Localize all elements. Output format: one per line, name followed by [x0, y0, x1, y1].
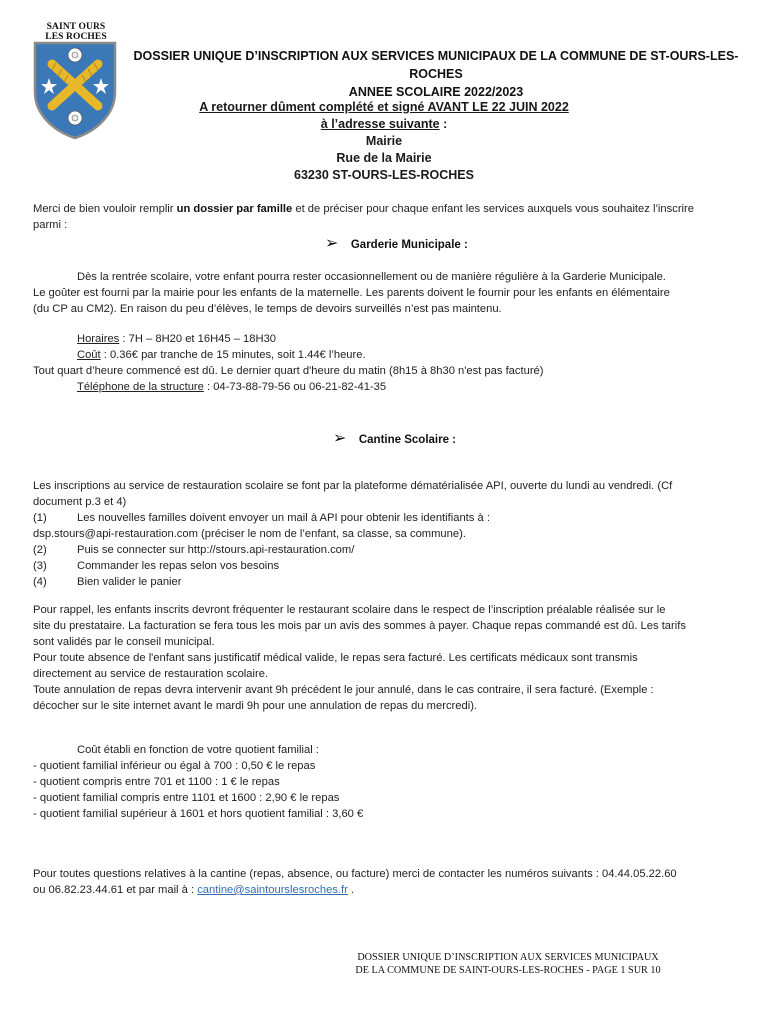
cantine-heading: Cantine Scolaire :: [358, 434, 456, 446]
intro-bold: un dossier par famille: [176, 203, 293, 215]
rappel-line: décocher sur le site internet avant le mardi 9h pour une annulation de repas du mercredi).: [33, 700, 478, 712]
step-text: Commander les repas selon vos besoins: [77, 560, 280, 572]
telephone-label: Téléphone de la structure: [77, 381, 204, 393]
page-footer: [300, 951, 716, 977]
step-text: Puis se connecter sur http://stours.api-restauration.com/: [77, 544, 355, 556]
contact-line2-end: .: [347, 884, 355, 896]
garderie-horaires: [77, 331, 737, 347]
intro-line2: parmi :: [33, 219, 68, 231]
cout-value: : 0.36€ par tranche de 15 minutes, soit 1.44€ l’heure.: [100, 349, 366, 361]
step-email-line: dsp.stours@api-restauration.com (préciser le nom de l’enfant, sa classe, sa commune).: [33, 528, 466, 540]
contact-line2: [33, 882, 741, 898]
cantine-contact-paragraph: [33, 866, 741, 898]
crest-town-name: [38, 22, 114, 42]
coat-of-arms-logo: [32, 40, 118, 140]
tarif-item: - quotient familial supérieur à 1601 et hors quotient familial : 3,60 €: [33, 808, 364, 820]
return-deadline: A retourner dûment complété et signé AVANT LE 22 JUIN 2022: [199, 100, 569, 114]
horaires-label: Horaires: [77, 333, 120, 345]
return-address-label: à l’adresse suivante: [320, 117, 440, 131]
cantine-p1-line2: document p.3 et 4): [33, 496, 127, 508]
cout-label: Coût: [77, 349, 101, 361]
cantine-email-link[interactable]: cantine@saintourslesroches.fr: [197, 884, 348, 896]
rappel-line: sont validés par le conseil municipal.: [33, 636, 215, 648]
step-number: (1): [33, 512, 47, 524]
crest-name-line1: SAINT OURS: [46, 22, 106, 32]
document-title: [116, 47, 756, 101]
tarif-item: - quotient familial inférieur ou égal à 700 : 0,50 € le repas: [33, 760, 316, 772]
crest-name-line2: LES ROCHES: [45, 32, 107, 42]
tarifs-list: [33, 758, 738, 822]
garderie-heading-row: [325, 235, 468, 253]
cout-quotient-intro: Coût établi en fonction de votre quotient familial :: [77, 744, 319, 756]
rappel-line: site du prestataire. La facturation se fera tous les mois par un avis des sommes à payer. Chaque repas commandé est dû. Les tarifs: [33, 620, 686, 632]
rappel-line: Pour rappel, les enfants inscrits devront fréquenter le restaurant scolaire dans le respect de l’inscription préalable réalisée sur le: [33, 604, 666, 616]
step-number: (2): [33, 544, 47, 556]
garderie-paragraph: [33, 269, 738, 317]
contact-line2-text: ou 06.82.23.44.61 et par mail à :: [33, 884, 198, 896]
tarif-item: - quotient familial compris entre 1101 et 1600 : 2,90 € le repas: [33, 792, 340, 804]
title-line2: ANNEE SCOLAIRE 2022/2023: [348, 85, 524, 99]
step-text: Les nouvelles familles doivent envoyer un mail à API pour obtenir les identifiants à :: [77, 512, 490, 524]
return-address-label-line: [120, 116, 648, 133]
step-item: [33, 510, 738, 526]
step-text: Bien valider le panier: [77, 576, 182, 588]
step-item: [33, 542, 738, 558]
address-line3: 63230 ST-OURS-LES-ROCHES: [294, 168, 474, 182]
footer-line1: DOSSIER UNIQUE D’INSCRIPTION AUX SERVICES MUNICIPAUX: [357, 952, 659, 963]
garderie-telephone: [77, 379, 737, 395]
garderie-para-line2: Le goûter est fourni par la mairie pour les enfants de la maternelle. Les parents doivent le fournir pour les enfants en élémentaire: [33, 287, 670, 299]
return-address-colon: :: [439, 117, 448, 131]
cantine-steps-list: [33, 510, 738, 590]
contact-line1: Pour toutes questions relatives à la cantine (repas, absence, ou facture) merci de contacter les numéros suivants : 04.44.05.22.60: [33, 868, 677, 880]
garderie-para-line3: (du CP au CM2). En raison du peu d’élèves, le temps de devoirs surveillés n’est pas maintenu.: [33, 303, 502, 315]
tarif-item: - quotient compris entre 701 et 1100 : 1 € le repas: [33, 776, 280, 788]
arrow-bullet-icon: ➢: [333, 430, 347, 447]
step-item: [33, 558, 738, 574]
intro-paragraph: [33, 201, 738, 233]
rappel-line: Pour toute absence de l'enfant sans justificatif médical valide, le repas sera facturé. Les certificats médicaux sont transmis: [33, 652, 638, 664]
garderie-heading: Garderie Municipale :: [350, 239, 468, 251]
rappel-line: Toute annulation de repas devra intervenir avant 9h précédent le jour annulé, dans le cas contraire, il sera facturé. (Exemple :: [33, 684, 654, 696]
footer-line2: DE LA COMMUNE DE SAINT-OURS-LES-ROCHES - PAGE 1 SUR 10: [355, 965, 661, 976]
cantine-p1-line1: Les inscriptions au service de restauration scolaire se font par la plateforme dématérialisée API, ouverte du lundi au vendredi. (Cf: [33, 480, 673, 492]
intro-text-2: et de préciser pour chaque enfant les services auxquels vous souhaitez l’inscrire: [292, 203, 694, 215]
step-item: [33, 574, 738, 590]
garderie-quart-heure: Tout quart d’heure commencé est dû. Le dernier quart d'heure du matin (8h15 à 8h30 n'est pas facturé): [33, 365, 544, 377]
step-number: (3): [33, 560, 47, 572]
address-line2: Rue de la Mairie: [336, 151, 432, 165]
step-number: (4): [33, 576, 47, 588]
title-line1: DOSSIER UNIQUE D’INSCRIPTION AUX SERVICES MUNICIPAUX DE LA COMMUNE DE ST-OURS-LES-ROCHES: [133, 49, 739, 81]
address-line1: Mairie: [365, 134, 403, 148]
arrow-bullet-icon: ➢: [325, 235, 339, 252]
garderie-para-line1: Dès la rentrée scolaire, votre enfant pourra rester occasionnellement ou de manière régulière à la Garderie Municipale.: [77, 271, 666, 283]
horaires-value: : 7H – 8H20 et 16H45 – 18H30: [119, 333, 277, 345]
return-address-block: [120, 99, 648, 184]
intro-text-1: Merci de bien vouloir remplir: [33, 203, 177, 215]
garderie-cout: [77, 347, 737, 363]
telephone-value: : 04-73-88-79-56 ou 06-21-82-41-35: [203, 381, 387, 393]
cantine-rappel-paragraph: [33, 602, 741, 714]
cantine-heading-row: [333, 430, 456, 448]
step-item: [33, 526, 738, 542]
cantine-inscriptions-paragraph: [33, 478, 741, 510]
rappel-line: directement au service de restauration scolaire.: [33, 668, 269, 680]
intro-line1: [33, 201, 738, 217]
